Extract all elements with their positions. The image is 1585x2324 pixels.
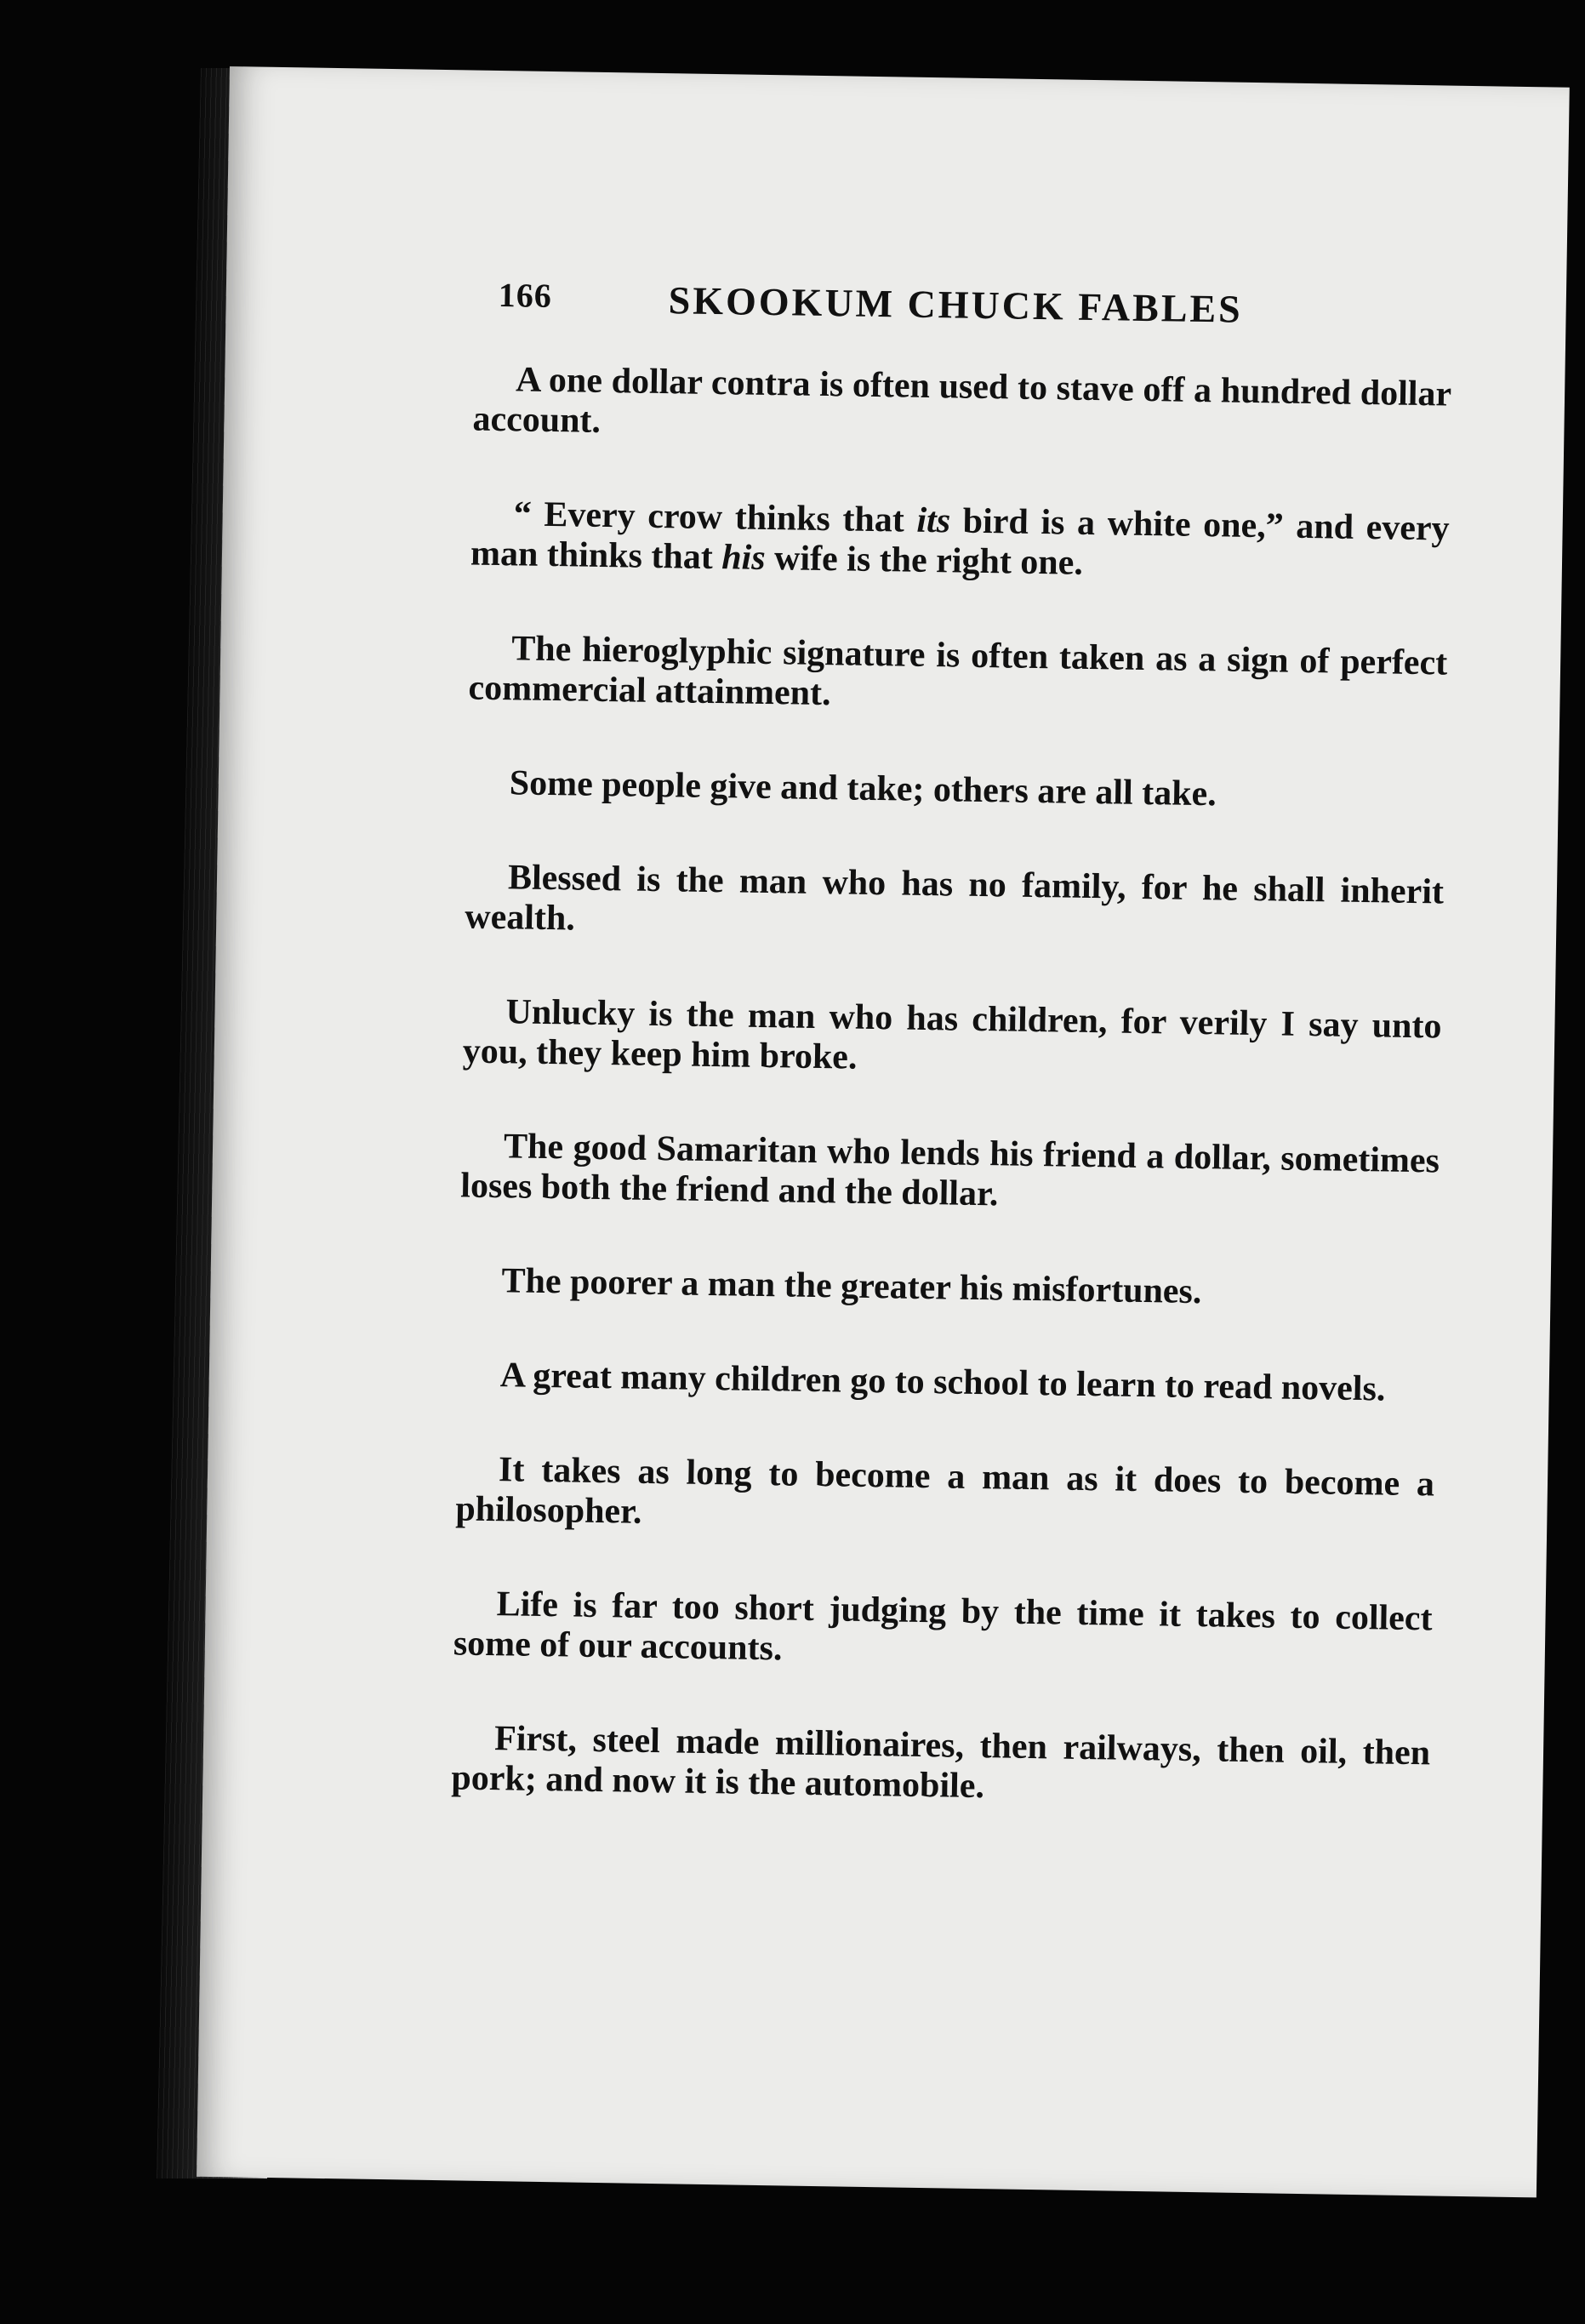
paragraph-unlucky: Unlucky is the man who has children, for verily I say unto you, they keep him broke. — [462, 992, 1442, 1077]
paragraph-poorer: The poorer a man the greater his misfortunes. — [501, 1261, 1202, 1312]
paragraph-crow: “ Every crow thinks that its bird is a white one,” and every man thinks that his wife is the right one. — [470, 494, 1450, 583]
paragraph-samaritan: The good Samaritan who lends his friend a dollar, sometimes loses both the friend and the dollar. — [460, 1127, 1440, 1214]
paragraph-novels: A great many children go to school to learn to read novels. — [499, 1356, 1386, 1409]
italic-its: its — [916, 500, 951, 541]
page-body — [450, 360, 1451, 1869]
paragraph-philosopher: It takes as long to become a man as it does to become a philosopher. — [455, 1450, 1435, 1532]
page-number: 166 — [498, 275, 553, 315]
paragraph-contra: A one dollar contra is often used to stave off a hundred dollar account. — [472, 360, 1452, 441]
paragraph-blessed: Blessed is the man who has no family, for he shall inherit wealth. — [464, 858, 1445, 939]
book-title: SKOOKUM CHUCK FABLES — [668, 278, 1244, 331]
paragraph-millionaires: First, steel made millionaires, then railways, then oil, then pork; and now it is the automobile. — [451, 1719, 1431, 1807]
paragraph-signature: The hieroglyphic signature is often taken as a sign of perfect commercial attainment. — [468, 629, 1448, 714]
paragraph-accounts: Life is far too short judging by the time it takes to collect some of our accounts. — [453, 1585, 1433, 1669]
book-page — [197, 66, 1570, 2197]
italic-his: his — [721, 538, 767, 578]
running-head — [498, 275, 1519, 351]
paragraph-give-take: Some people give and take; others are all take. — [509, 763, 1217, 814]
